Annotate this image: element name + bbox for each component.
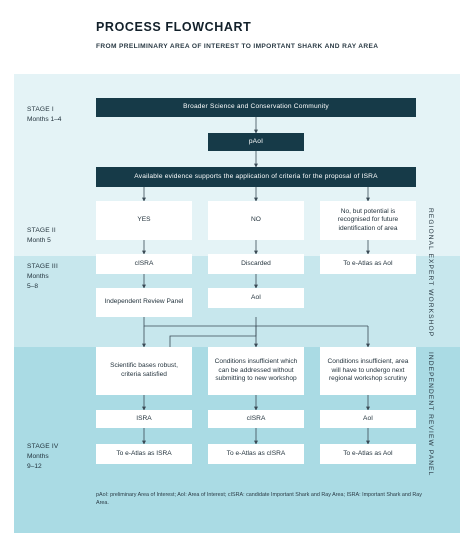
eatlas-aoi-box-stage4: To e-Atlas as AoI xyxy=(320,444,416,464)
stage-3-label xyxy=(27,262,58,292)
paoi-box: pAoI xyxy=(208,133,304,151)
eatlas-cisra-box: To e-Atlas as cISRA xyxy=(208,444,304,464)
cisra-box-stage4: cISRA xyxy=(208,410,304,428)
insufficient-regional-box: Conditions insufficient, area will have to undergo next regional workshop scrutiny xyxy=(320,347,416,395)
stage-1-label xyxy=(27,105,61,125)
stage-4-months-line1: Months xyxy=(27,453,49,460)
stage-1-title: STAGE I xyxy=(27,106,54,113)
stage-2-label xyxy=(27,226,56,246)
eatlas-aoi-box-stage3: To e-Atlas as AoI xyxy=(320,254,416,274)
isra-box: ISRA xyxy=(96,410,192,428)
stage-4-months-line2: 9–12 xyxy=(27,463,42,470)
insufficient-new-box: Conditions insufficient which can be addressed without submitting to new workshop xyxy=(208,347,304,395)
evidence-box: Available evidence supports the application of criteria for the proposal of ISRA xyxy=(96,167,416,187)
eatlas-isra-box: To e-Atlas as ISRA xyxy=(96,444,192,464)
review-panel-box: Independent Review Panel xyxy=(96,288,192,317)
robust-box: Scientific bases robust, criteria satisfied xyxy=(96,347,192,395)
stage-1-months: Months 1–4 xyxy=(27,116,62,123)
stage-4-label xyxy=(27,442,59,472)
arrow-aoi-loop xyxy=(170,317,256,347)
stage-2-months: Month 5 xyxy=(27,237,51,244)
stage-3-months-line1: Months xyxy=(27,273,49,280)
stage-2-title: STAGE II xyxy=(27,227,56,234)
page-title: PROCESS FLOWCHART xyxy=(96,20,252,34)
community-box: Broader Science and Conservation Community xyxy=(96,98,416,117)
aoi-box-stage3: AoI xyxy=(208,288,304,308)
no-box: NO xyxy=(208,201,304,240)
discarded-box: Discarded xyxy=(208,254,304,274)
stage-3-months-line2: 5–8 xyxy=(27,283,39,290)
potential-box: No, but potential is recognised for future identification of area xyxy=(320,201,416,240)
footnote: pAoI: preliminary Area of Interest; AoI: Area of Interest; cISRA: candidate Important Shark and Ray Area; ISRA: Important Shark and Ray Area. xyxy=(96,492,422,506)
page-subtitle: FROM PRELIMINARY AREA OF INTEREST TO IMPORTANT SHARK AND RAY AREA xyxy=(96,43,379,50)
side-label-panel: INDEPENDENT REVIEW PANEL xyxy=(427,352,434,477)
cisra-box-stage3: cISRA xyxy=(96,254,192,274)
stage-4-title: STAGE IV xyxy=(27,443,59,450)
yes-box: YES xyxy=(96,201,192,240)
side-label-workshop: REGIONAL EXPERT WORKSHOP xyxy=(427,208,434,338)
stage-3-title: STAGE III xyxy=(27,263,58,270)
aoi-box-stage4: AoI xyxy=(320,410,416,428)
